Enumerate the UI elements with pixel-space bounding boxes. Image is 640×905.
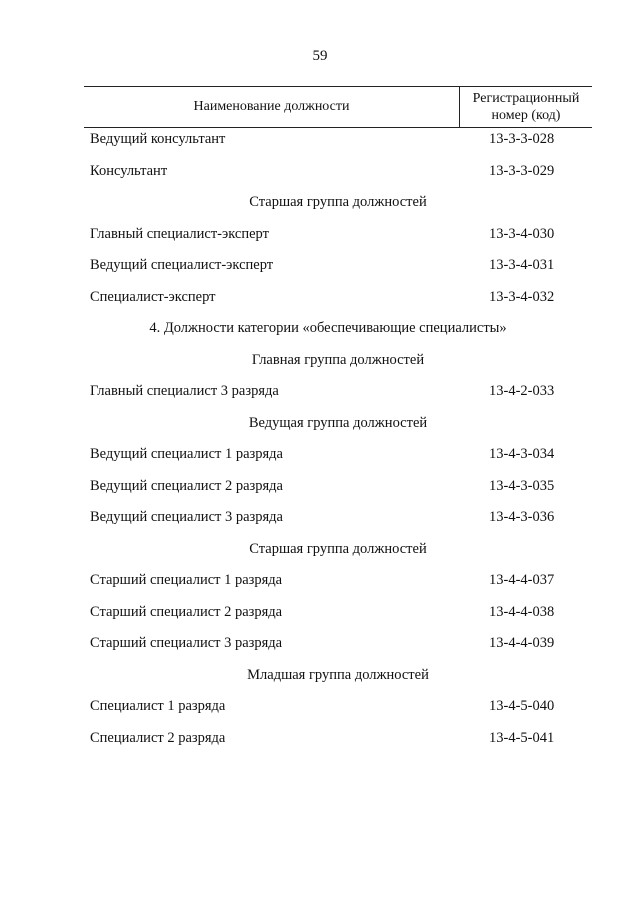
registration-code: 13-3-3-029 — [489, 162, 555, 179]
registration-code: 13-4-5-040 — [489, 698, 555, 714]
position-name: Консультант — [90, 162, 168, 179]
position-name: Ведущий специалист 3 разряда — [90, 509, 283, 525]
registration-code: 13-4-2-033 — [489, 383, 555, 399]
group-heading — [84, 534, 592, 566]
table-header — [84, 86, 592, 128]
group-heading — [84, 313, 592, 345]
table-row — [84, 156, 592, 188]
position-name: Специалист-эксперт — [90, 288, 216, 305]
position-name: Главный специалист 3 разряда — [90, 383, 279, 399]
registration-code: 13-4-4-038 — [489, 603, 555, 620]
table-row — [84, 628, 592, 660]
page-number: 59 — [312, 48, 328, 64]
table-row — [84, 282, 592, 314]
group-heading-text: 4. Должности категории «обеспечивающие специалисты» — [149, 320, 507, 336]
registration-code: 13-4-4-039 — [489, 635, 555, 651]
table-row — [84, 439, 592, 471]
table-body — [84, 124, 592, 754]
group-heading-text: Старшая группа должностей — [249, 540, 427, 557]
table-row — [84, 723, 592, 755]
registration-code: 13-4-4-037 — [489, 572, 555, 588]
group-heading-text: Младшая группа должностей — [247, 666, 429, 683]
position-name: Ведущий специалист 1 разряда — [90, 446, 283, 462]
position-name: Ведущий специалист 2 разряда — [90, 477, 283, 494]
position-name: Старший специалист 1 разряда — [90, 572, 283, 588]
position-name: Главный специалист-эксперт — [90, 225, 269, 242]
registration-code: 13-3-4-031 — [489, 257, 555, 273]
table-row — [84, 471, 592, 503]
table-row — [84, 691, 592, 723]
registration-code: 13-4-5-041 — [489, 729, 555, 746]
header-registration-code — [460, 87, 592, 127]
group-heading — [84, 660, 592, 692]
group-heading-text: Старшая группа должностей — [249, 194, 427, 210]
registration-code: 13-4-3-035 — [489, 477, 555, 494]
table-row — [84, 219, 592, 251]
position-name: Специалист 1 разряда — [90, 698, 226, 714]
group-heading-text: Ведущая группа должностей — [248, 414, 428, 431]
table-row — [84, 250, 592, 282]
group-heading — [84, 187, 592, 219]
header-code-line-2: номер (код) — [491, 108, 561, 123]
position-name: Старший специалист 2 разряда — [90, 603, 283, 620]
position-name: Ведущий консультант — [90, 131, 226, 147]
table-row — [84, 124, 592, 156]
table-row — [84, 597, 592, 629]
group-heading — [84, 408, 592, 440]
registration-code: 13-3-3-028 — [489, 131, 555, 147]
table-row — [84, 502, 592, 534]
group-heading — [84, 345, 592, 377]
position-name: Специалист 2 разряда — [90, 729, 226, 746]
position-name: Старший специалист 3 разряда — [90, 635, 283, 651]
registration-code: 13-3-4-030 — [489, 225, 555, 242]
header-position-name: Наименование должности — [193, 99, 350, 114]
registration-code: 13-3-4-032 — [489, 288, 555, 305]
registration-code: 13-4-3-036 — [489, 509, 555, 525]
table-row — [84, 376, 592, 408]
registration-code: 13-4-3-034 — [489, 446, 555, 462]
table-row — [84, 565, 592, 597]
positions-table — [84, 86, 592, 746]
header-code-line-1: Регистрационный — [472, 91, 580, 106]
position-name: Ведущий специалист-эксперт — [90, 257, 274, 273]
group-heading-text: Главная группа должностей — [251, 351, 425, 368]
